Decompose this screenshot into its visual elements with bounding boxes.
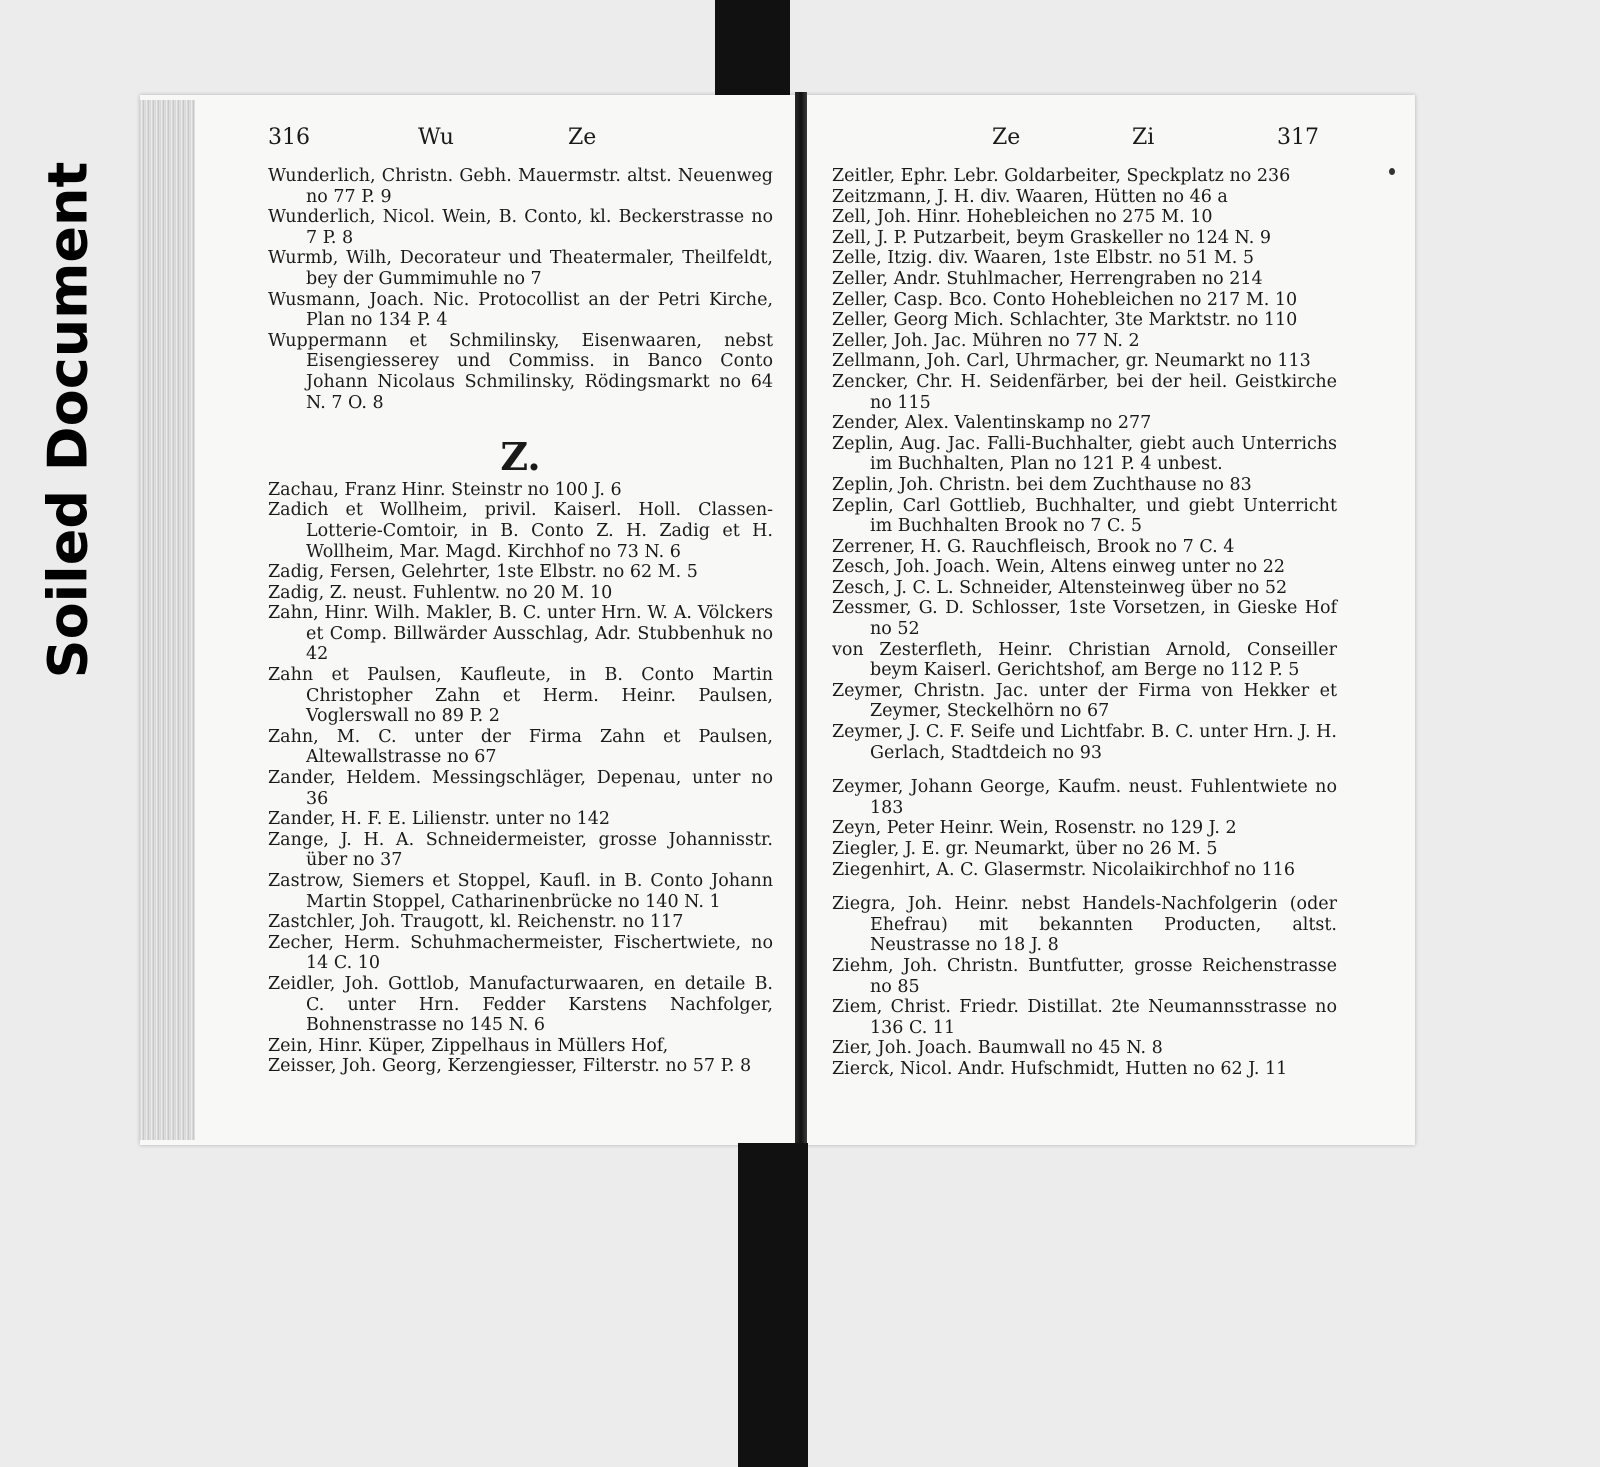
directory-entry: Ziegra, Joh. Heinr. nebst Handels-Nachfolgerin (oder Ehefrau) mit bekannten Producten, altst. Neustrasse no 18 J. 8: [832, 894, 1337, 956]
directory-entry: Zahn, Hinr. Wilh. Makler, B. C. unter Hrn. W. A. Völckers et Comp. Billwärder Ausschlag, Adr. Stubbenhuk no 42: [268, 603, 773, 665]
directory-entry: Zahn, M. C. unter der Firma Zahn et Paulsen, Altewallstrasse no 67: [268, 726, 773, 768]
directory-entry: Ziem, Christ. Friedr. Distillat. 2te Neumannsstrasse no 136 C. 11: [832, 997, 1337, 1038]
right-entries: [832, 166, 1337, 1080]
directory-entry: Zelle, Itzig. div. Waaren, 1ste Elbstr. no 51 M. 5: [832, 248, 1255, 269]
directory-entry: Zeymer, Johann George, Kaufm. neust. Fuhlentwiete no 183: [832, 777, 1337, 818]
right-page-header: [832, 120, 1337, 160]
ink-spot: [1389, 168, 1395, 175]
directory-entry: Zeidler, Joh. Gottlob, Manufacturwaaren, en detaile B. C. unter Hrn. Fedder Karstens Nachfolger, Bohnenstrasse no 145 N. 6: [268, 973, 773, 1036]
left-running-head-right: Ze: [568, 125, 597, 150]
left-entries-after: [268, 480, 773, 1077]
directory-entry: Zier, Joh. Joach. Baumwall no 45 N. 8: [832, 1038, 1163, 1059]
binder-clip-top: [715, 0, 790, 95]
directory-entry: Zender, Alex. Valentinskamp no 277: [832, 413, 1152, 434]
directory-entry: Ziehm, Joh. Christn. Buntfutter, grosse Reichenstrasse no 85: [832, 955, 1337, 997]
directory-entry: Zell, J. P. Putzarbeit, beym Graskeller no 124 N. 9: [832, 227, 1271, 248]
directory-entry: Zastchler, Joh. Traugott, kl. Reichenstr. no 117: [268, 912, 684, 933]
directory-entry: Zeitzmann, J. H. div. Waaren, Hütten no 46 a: [832, 186, 1228, 207]
right-page: [832, 120, 1337, 1080]
right-page-number: 317: [1277, 125, 1319, 150]
directory-entry: Zecher, Herm. Schuhmachermeister, Fischertwiete, no 14 C. 10: [268, 932, 773, 974]
directory-entry: Zander, Heldem. Messingschläger, Depenau, unter no 36: [268, 768, 773, 809]
directory-entry: Zein, Hinr. Küper, Zippelhaus in Müllers Hof,: [268, 1035, 669, 1056]
directory-entry: Zeisser, Joh. Georg, Kerzengiesser, Filterstr. no 57 P. 8: [268, 1056, 752, 1077]
directory-entry: Zeitler, Ephr. Lebr. Goldarbeiter, Speckplatz no 236: [832, 166, 1291, 186]
directory-entry: Zadich et Wollheim, privil. Kaiserl. Holl. Classen-Lotterie-Comtoir, in B. Conto Z. H. Zadig et H. Wollheim, Mar. Magd. Kirchhof no 73 N. 6: [268, 500, 773, 562]
directory-entry: Zessmer, G. D. Schlosser, 1ste Vorsetzen, in Gieske Hof no 52: [832, 598, 1337, 640]
directory-entry: Zencker, Chr. H. Seidenfärber, bei der heil. Geistkirche no 115: [832, 371, 1337, 413]
page-edges: [140, 100, 195, 1140]
left-entries-before: [268, 166, 773, 413]
directory-entry: Wusmann, Joach. Nic. Protocollist an der Petri Kirche, Plan no 134 P. 4: [268, 289, 773, 331]
right-running-head-left: Ze: [992, 125, 1021, 150]
directory-entry: von Zesterfleth, Heinr. Christian Arnold, Conseiller beym Kaiserl. Gerichtshof, am Berge no 112 P. 5: [832, 639, 1337, 681]
directory-entry: Zachau, Franz Hinr. Steinstr no 100 J. 6: [268, 479, 622, 500]
section-letter: Z.: [500, 434, 541, 480]
soiled-document-label: [28, 161, 108, 679]
directory-entry: Zell, Joh. Hinr. Hohebleichen no 275 M. 10: [832, 207, 1213, 228]
directory-entry: Zeyn, Peter Heinr. Wein, Rosenstr. no 129 J. 2: [832, 818, 1237, 839]
left-page-header: [268, 120, 773, 160]
directory-entry: Zeymer, J. C. F. Seife und Lichtfabr. B. C. unter Hrn. J. H. Gerlach, Stadtdeich no 93: [832, 722, 1337, 763]
directory-entry: Zadig, Z. neust. Fuhlentw. no 20 M. 10: [268, 582, 613, 603]
directory-entry: Wurmb, Wilh, Decorateur und Theatermaler, Theilfeldt, bey der Gummimuhle no 7: [268, 248, 773, 289]
directory-entry: Zeymer, Christn. Jac. unter der Firma von Hekker et Zeymer, Steckelhörn no 67: [832, 680, 1337, 722]
directory-entry: Zesch, J. C. L. Schneider, Altensteinweg über no 52: [832, 577, 1288, 598]
directory-entry: Zeller, Andr. Stuhlmacher, Herrengraben no 214: [832, 268, 1263, 289]
directory-entry: Wuppermann et Schmilinsky, Eisenwaaren, nebst Eisengiesserey und Commiss. in Banco Conto Johann Nicolaus Schmilinsky, Rödingsmarkt no 64 N. 7 O. 8: [268, 330, 773, 413]
directory-entry: Zeplin, Aug. Jac. Falli-Buchhalter, giebt auch Unterrichs im Buchhalten, Plan no 121 P. 4 unbest.: [832, 433, 1337, 475]
directory-entry: Zeller, Joh. Jac. Mühren no 77 N. 2: [832, 330, 1140, 351]
directory-entry: Ziegler, J. E. gr. Neumarkt, über no 26 M. 5: [832, 839, 1218, 859]
directory-entry: Zadig, Fersen, Gelehrter, 1ste Elbstr. no 62 M. 5: [268, 562, 698, 583]
directory-entry: Zander, H. F. E. Lilienstr. unter no 142: [268, 809, 611, 830]
directory-entry: Wunderlich, Nicol. Wein, B. Conto, kl. Beckerstrasse no 7 P. 8: [268, 207, 773, 248]
directory-entry: Zeplin, Joh. Christn. bei dem Zuchthause no 83: [832, 474, 1252, 495]
left-page: [268, 120, 773, 1077]
binder-clip-bottom: [738, 1143, 808, 1467]
directory-entry: Zierck, Nicol. Andr. Hufschmidt, Hutten no 62 J. 11: [832, 1058, 1288, 1079]
directory-entry: Zerrener, H. G. Rauchfleisch, Brook no 7 C. 4: [832, 536, 1235, 557]
directory-entry: Zeplin, Carl Gottlieb, Buchhalter, und giebt Unterricht im Buchhalten Brook no 7 C. 5: [832, 495, 1337, 537]
side-label-text: Soiled Document: [36, 161, 100, 679]
book-gutter: [795, 92, 807, 1147]
directory-entry: Wunderlich, Christn. Gebh. Mauermstr. altst. Neuenweg no 77 P. 9: [268, 166, 773, 207]
directory-entry: Zellmann, Joh. Carl, Uhrmacher, gr. Neumarkt no 113: [832, 351, 1311, 372]
directory-entry: Ziegenhirt, A. C. Glasermstr. Nicolaikirchhof no 116: [832, 859, 1296, 880]
directory-entry: Zastrow, Siemers et Stoppel, Kaufl. in B. Conto Johann Martin Stoppel, Catharinenbrücke no 140 N. 1: [268, 871, 773, 912]
directory-entry: Zeller, Georg Mich. Schlachter, 3te Marktstr. no 110: [832, 310, 1298, 331]
left-page-number: 316: [268, 125, 310, 150]
left-running-head-left: Wu: [418, 125, 454, 150]
directory-entry: Zesch, Joh. Joach. Wein, Altens einweg unter no 22: [832, 557, 1285, 578]
directory-entry: Zange, J. H. A. Schneidermeister, grosse Johannisstr. über no 37: [268, 829, 773, 871]
directory-entry: Zahn et Paulsen, Kaufleute, in B. Conto Martin Christopher Zahn et Herm. Heinr. Paulsen, Voglerswall no 89 P. 2: [268, 665, 773, 727]
right-running-head-right: Zi: [1132, 125, 1155, 150]
directory-entry: Zeller, Casp. Bco. Conto Hohebleichen no 217 M. 10: [832, 289, 1298, 310]
